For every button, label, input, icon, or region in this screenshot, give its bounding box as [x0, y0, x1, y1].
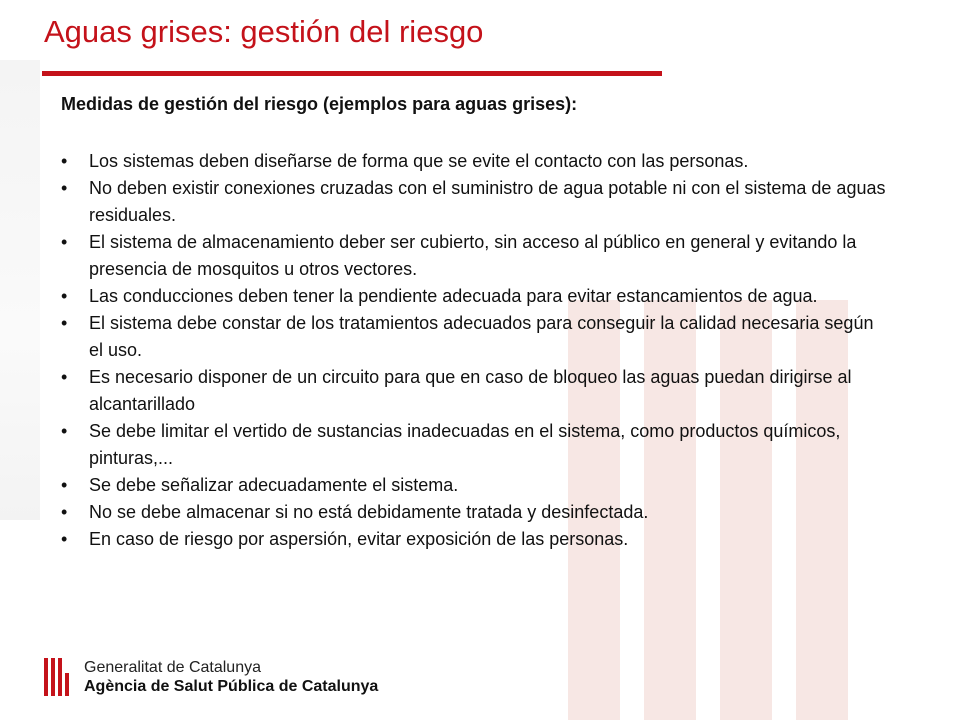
bullet-text: El sistema debe constar de los tratamientos adecuados para conseguir la calidad necesaria según el uso.	[89, 313, 874, 360]
bullet-item	[61, 148, 891, 175]
logo-stripe	[58, 658, 62, 696]
bullet-item	[61, 364, 891, 418]
bullet-item	[61, 472, 891, 499]
bullet-marker: •	[61, 313, 68, 333]
organization-name	[84, 658, 378, 696]
bullet-text: Se debe limitar el vertido de sustancias inadecuadas en el sistema, como productos químicos, pinturas,...	[89, 421, 841, 468]
bullet-text: No se debe almacenar si no está debidamente tratada y desinfectada.	[89, 502, 649, 522]
bullet-item	[61, 418, 891, 472]
slide-title: Aguas grises: gestión del riesgo	[44, 14, 484, 49]
bullet-item	[61, 229, 891, 283]
title-underline	[42, 71, 662, 76]
logo-stripe	[51, 658, 55, 696]
org-line-2: Agència de Salut Pública de Catalunya	[84, 678, 379, 695]
bullet-marker: •	[61, 151, 68, 171]
watermark-left-strip	[0, 60, 40, 520]
bullet-marker: •	[61, 421, 68, 441]
bullet-marker: •	[61, 232, 68, 252]
footer-branding	[44, 658, 378, 696]
bullet-list	[61, 148, 891, 553]
bullet-text: Los sistemas deben diseñarse de forma que se evite el contacto con las personas.	[89, 151, 749, 171]
bullet-item	[61, 499, 891, 526]
section-heading: Medidas de gestión del riesgo (ejemplos para aguas grises):	[61, 94, 578, 114]
bullet-marker: •	[61, 502, 68, 522]
bullet-text: Es necesario disponer de un circuito para que en caso de bloqueo las aguas puedan dirigirse al alcantarillado	[89, 367, 852, 414]
bullet-marker: •	[61, 367, 68, 387]
bullet-item	[61, 175, 891, 229]
logo-stripe	[44, 658, 48, 696]
bullet-marker: •	[61, 178, 68, 198]
bullet-item	[61, 310, 891, 364]
bullet-item	[61, 283, 891, 310]
bullet-text: Se debe señalizar adecuadamente el sistema.	[89, 475, 459, 495]
bullet-marker: •	[61, 286, 68, 306]
bullet-item	[61, 526, 891, 553]
bullet-marker: •	[61, 529, 68, 549]
generalitat-logo-icon	[44, 658, 74, 696]
logo-stripe	[65, 673, 69, 696]
bullet-text: El sistema de almacenamiento deber ser cubierto, sin acceso al público en general y evitando la presencia de mosquitos u otros vectores.	[89, 232, 857, 279]
bullet-text: Las conducciones deben tener la pendiente adecuada para evitar estancamientos de agua.	[89, 286, 818, 306]
bullet-text: No deben existir conexiones cruzadas con el suministro de agua potable ni con el sistema de aguas residuales.	[89, 178, 886, 225]
org-line-1: Generalitat de Catalunya	[84, 659, 261, 676]
bullet-text: En caso de riesgo por aspersión, evitar exposición de las personas.	[89, 529, 629, 549]
bullet-marker: •	[61, 475, 68, 495]
